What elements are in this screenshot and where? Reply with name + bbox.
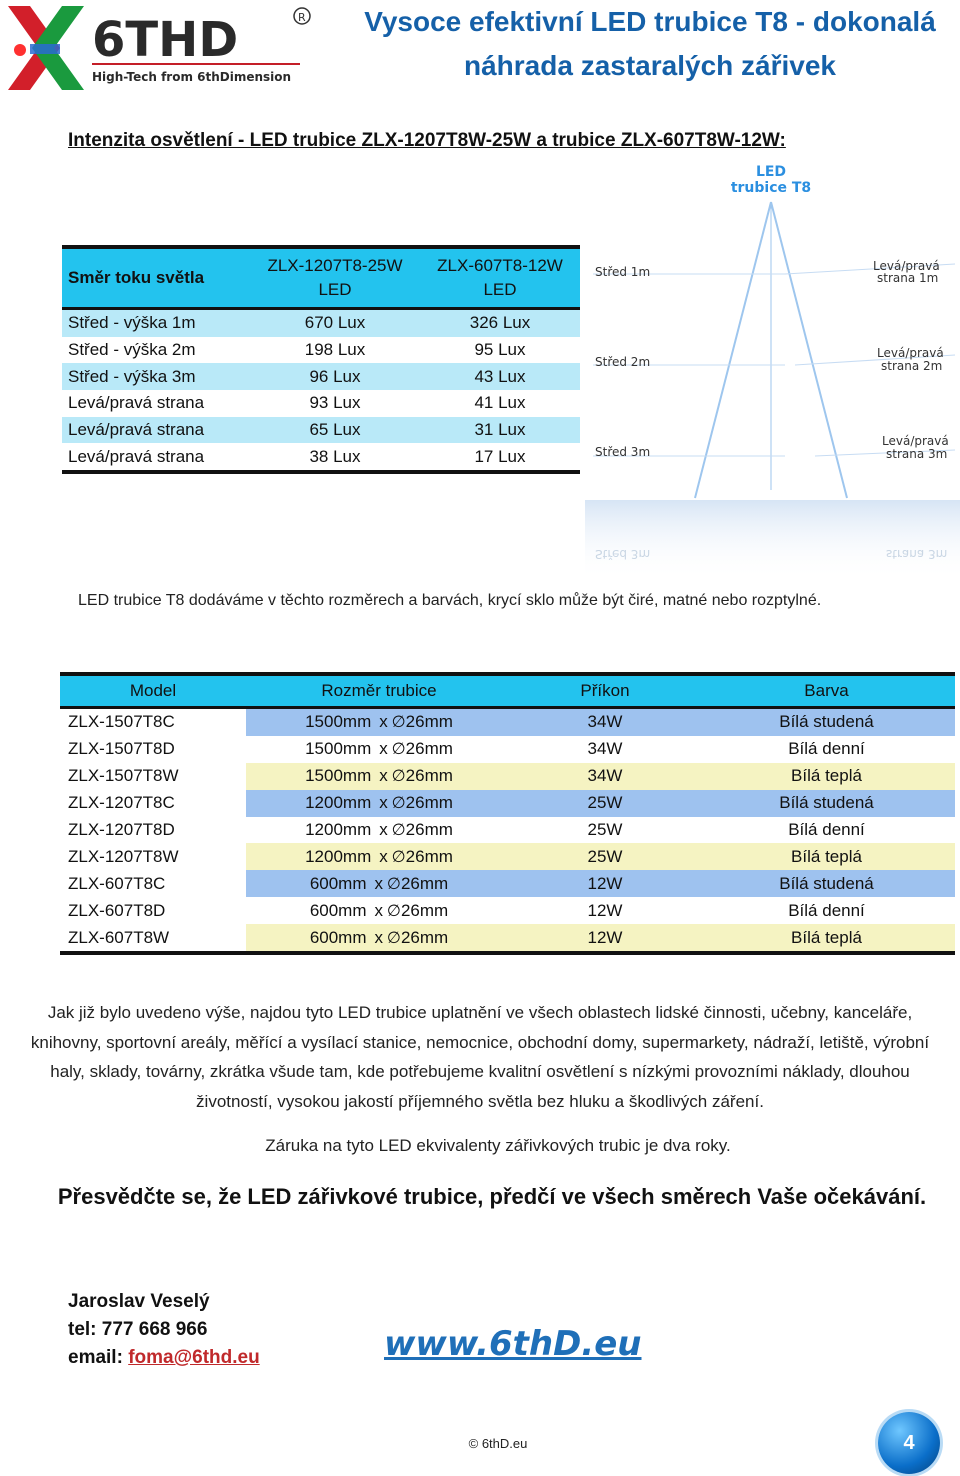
diameter-icon: ∅ [391,739,406,759]
tube-length: 1500mm [305,712,372,732]
phone-number: 777 668 966 [101,1319,208,1340]
tube-diameter: 26mm [405,846,453,866]
email-label: email: [68,1347,123,1368]
lux-direction-cell: Levá/pravá strana [62,390,250,417]
product-size-cell [246,817,512,844]
lux-value-cell: 31 Lux [420,417,580,444]
product-power-cell: 12W [512,897,698,924]
tube-length: 1200mm [305,793,372,813]
lux-value-cell: 38 Lux [250,443,420,472]
lux-value-cell: 198 Lux [250,337,420,364]
lux-table [62,245,580,474]
lux-header-direction: Směr toku světla [62,247,250,309]
product-model-cell: ZLX-1507T8C [60,708,246,736]
diagram-side-3m-line1: Levá/pravá [882,434,949,448]
tube-diameter: 26mm [405,712,453,732]
product-size-cell [246,763,512,790]
diameter-icon: ∅ [387,873,401,893]
tube-length: 1500mm [305,739,372,759]
lux-table-row [62,309,580,337]
dimension-separator: x [379,846,388,866]
dimension-separator: x [374,873,383,893]
lux-table-row [62,390,580,417]
logo-tagline: High-Tech from 6thDimension [92,70,292,84]
dimension-separator: x [374,900,383,920]
contact-name: Jaroslav Veselý [68,1291,210,1312]
tube-diameter: 26mm [400,927,449,947]
product-model-cell: ZLX-1207T8W [60,843,246,870]
section-title: Intenzita osvětlení - LED trubice ZLX-1207T8W-25W a trubice ZLX-607T8W-12W: [68,130,786,151]
product-model-cell: ZLX-1207T8C [60,790,246,817]
lux-value-cell: 93 Lux [250,390,420,417]
diameter-icon: ∅ [391,793,406,813]
diagram-reflection-side: strana 3m [886,547,948,561]
page-number-badge: 4 [878,1412,940,1474]
product-size-cell [246,736,512,763]
tube-length: 1500mm [305,766,372,786]
diagram-side-1m-line1: Levá/pravá [873,259,940,273]
product-model-cell: ZLX-1507T8D [60,736,246,763]
lux-header-1207: ZLX-1207T8-25W LED [250,247,420,309]
diagram-center-1m: Střed 1m [595,265,651,279]
lux-value-cell: 326 Lux [420,309,580,337]
diameter-icon: ∅ [387,900,401,920]
product-power-cell: 12W [512,870,698,897]
website-link[interactable]: www.6thD.eu [384,1324,642,1364]
diagram-title-line-1: LED [755,164,787,180]
diameter-icon: ∅ [391,712,406,732]
product-header-power: Příkon [512,674,698,708]
product-color-cell: Bílá denní [698,817,955,844]
contact-phone [68,1316,260,1344]
product-table-row [60,897,955,924]
persuasion-headline: Přesvědčte se, že LED zářivkové trubice, předčí ve všech směrech Vaše očekávání. [57,1184,927,1209]
lux-value-cell: 670 Lux [250,309,420,337]
product-color-cell: Bílá studená [698,870,955,897]
diameter-icon: ∅ [391,766,406,786]
svg-text:R: R [298,11,306,24]
lux-direction-cell: Střed - výška 2m [62,337,250,364]
product-color-cell: Bílá teplá [698,843,955,870]
product-table-header [60,674,955,708]
diameter-icon: ∅ [391,846,406,866]
lux-table-row [62,337,580,364]
product-size-cell [246,924,512,953]
product-table-row [60,843,955,870]
dimension-separator: x [379,739,388,759]
diagram-title-line-2: trubice T8 [730,180,812,196]
lux-table-row [62,417,580,444]
diameter-icon: ∅ [387,927,401,947]
product-size-cell [246,870,512,897]
tube-diameter: 26mm [405,793,453,813]
dimension-separator: x [379,793,388,813]
product-power-cell: 25W [512,843,698,870]
tube-diameter: 26mm [400,900,449,920]
product-model-cell: ZLX-1507T8W [60,763,246,790]
tube-length: 1200mm [305,846,372,866]
company-logo [0,0,330,95]
product-table-row [60,736,955,763]
tube-diameter: 26mm [405,739,453,759]
product-model-cell: ZLX-1207T8D [60,817,246,844]
product-power-cell: 34W [512,736,698,763]
diagram-side-2m-line1: Levá/pravá [877,346,944,360]
diagram-side-1m-line2: strana 1m [877,271,939,285]
lux-value-cell: 43 Lux [420,363,580,390]
product-color-cell: Bílá studená [698,790,955,817]
phone-label: tel: [68,1319,97,1340]
product-color-cell: Bílá denní [698,897,955,924]
product-model-cell: ZLX-607T8D [60,897,246,924]
product-color-cell: Bílá teplá [698,763,955,790]
diagram-side-2m-line2: strana 2m [881,359,943,373]
dimension-separator: x [374,927,383,947]
product-table-row [60,817,955,844]
warranty-note: Záruka na tyto LED ekvivalenty zářivkových trubic je dva roky. [265,1136,731,1155]
copyright-footer: © 6thD.eu [468,1436,528,1451]
product-color-cell: Bílá teplá [698,924,955,953]
product-size-cell [246,843,512,870]
lux-direction-cell: Levá/pravá strana [62,443,250,472]
product-power-cell: 12W [512,924,698,953]
product-table-row [60,763,955,790]
tube-length: 1200mm [305,820,372,839]
tube-length: 600mm [309,900,367,920]
lux-direction-cell: Střed - výška 1m [62,309,250,337]
product-size-cell [246,897,512,924]
diagram-side-3m-line2: strana 3m [886,447,948,461]
light-cone-diagram [585,160,960,590]
diagram-center-2m: Střed 2m [595,355,651,369]
lux-direction-cell: Střed - výška 3m [62,363,250,390]
product-header-model: Model [60,674,246,708]
usage-paragraph: Jak již bylo uvedeno výše, najdou tyto LED trubice uplatnění ve všech oblastech lidské činnosti, učebny, kanceláře, knihovny, sportovní areály, měřící a vysílací stanice, nemocnice, obchodní domy, supermarkety, nádraží, letiště, výrobní haly, sklady, továrny, zkrátka všude tam, kde potřebujeme kvalitní osvětlení s nízkými provozními náklady, dlouhou životností, vysokou jakostí příjemného světla bez hluku a škodlivých záření. [30,1003,930,1111]
lux-table-row [62,363,580,390]
product-table [60,672,955,955]
product-size-cell [246,790,512,817]
tube-diameter: 26mm [405,766,453,786]
heading-line-2: náhrada zastaralých zářivek [464,50,836,81]
product-power-cell: 25W [512,790,698,817]
contact-block [68,1288,260,1372]
product-header-color: Barva [698,674,955,708]
diameter-icon: ∅ [391,820,406,839]
product-model-cell: ZLX-607T8C [60,870,246,897]
lux-value-cell: 17 Lux [420,443,580,472]
dimension-separator: x [379,820,388,839]
tube-length: 600mm [309,927,367,947]
dimension-separator: x [379,766,388,786]
tube-diameter: 26mm [405,820,453,839]
product-table-row [60,924,955,953]
lux-value-cell: 41 Lux [420,390,580,417]
lux-header-607: ZLX-607T8-12W LED [420,247,580,309]
heading-line-1: Vysoce efektivní LED trubice T8 - dokonalá [364,6,936,37]
lux-value-cell: 95 Lux [420,337,580,364]
email-link[interactable]: foma@6thd.eu [128,1347,260,1368]
lux-table-row [62,443,580,472]
product-power-cell: 34W [512,763,698,790]
tube-diameter: 26mm [400,873,449,893]
product-header-size: Rozměr trubice [246,674,512,708]
product-table-row [60,790,955,817]
page-heading [350,0,950,88]
tube-length: 600mm [309,873,367,893]
product-model-cell: ZLX-607T8W [60,924,246,953]
product-size-cell [246,708,512,736]
product-power-cell: 25W [512,817,698,844]
lux-table-header [62,247,580,309]
product-color-cell: Bílá denní [698,736,955,763]
dimension-separator: x [379,712,388,732]
dimensions-intro: LED trubice T8 dodáváme v těchto rozměrech a barvách, krycí sklo může být čiré, matné nebo rozptylné. [78,592,822,609]
diagram-reflection-center: Střed 3m [595,547,651,561]
product-table-row [60,708,955,736]
product-power-cell: 34W [512,708,698,736]
lux-value-cell: 65 Lux [250,417,420,444]
product-color-cell: Bílá studená [698,708,955,736]
contact-email [68,1344,260,1372]
lux-value-cell: 96 Lux [250,363,420,390]
product-table-row [60,870,955,897]
lux-direction-cell: Levá/pravá strana [62,417,250,444]
diagram-center-3m: Střed 3m [595,445,651,459]
logo-wordmark: 6THD [92,12,239,68]
